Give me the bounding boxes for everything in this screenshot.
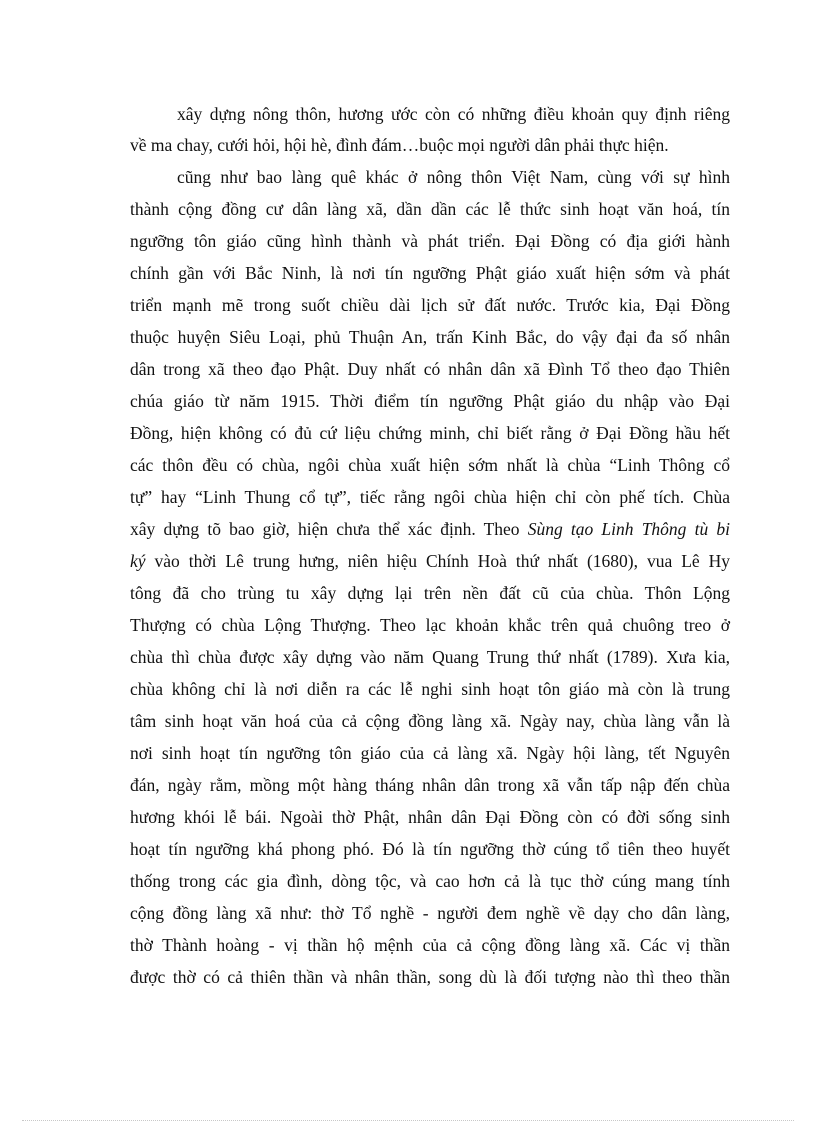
page-bottom-divider <box>22 1120 794 1121</box>
paragraph-2-line-15: Thượng có chùa Lộng Thượng. Theo lạc khoản khắc trên quả chuông treo ở <box>130 615 730 635</box>
paragraph-2-line-21: hương khói lễ bái. Ngoài thờ Phật, nhân dân Đại Đồng còn có đời sống sinh <box>130 807 730 827</box>
paragraph-2-line-13-text: vào thời Lê trung hưng, niên hiệu Chính Hoà thứ nhất (1680), vua Lê Hy <box>154 551 731 571</box>
paragraph-2-line-17: chùa không chỉ là nơi diễn ra các lễ nghi sinh hoạt tôn giáo mà còn là trung <box>130 679 730 699</box>
paragraph-2-line-22: hoạt tín ngưỡng khá phong phó. Đó là tín ngưỡng thờ cúng tổ tiên theo huyết <box>130 839 730 859</box>
paragraph-2-line-1: cũng như bao làng quê khác ở nông thôn Việt Nam, cùng với sự hình <box>177 167 730 187</box>
paragraph-2-line-6: thuộc huyện Siêu Loại, phủ Thuận An, trấn Kinh Bắc, do vậy đại đa số nhân <box>130 327 730 347</box>
italic-book-title-end: ký <box>130 551 146 571</box>
paragraph-2-line-20: đán, ngày rằm, mồng một hàng tháng nhân dân trong xã vẫn tấp nập đến chùa <box>130 775 730 795</box>
paragraph-2-line-4: chính gần với Bắc Ninh, là nơi tín ngưỡng Phật giáo xuất hiện sớm và phát <box>130 263 730 283</box>
paragraph-2-line-11: tự” hay “Linh Thung cổ tự”, tiếc rằng ngôi chùa hiện chỉ còn phế tích. Chùa <box>130 487 730 507</box>
paragraph-2-line-7: dân trong xã theo đạo Phật. Duy nhất có nhân dân xã Đình Tổ theo đạo Thiên <box>130 359 730 379</box>
paragraph-2-line-13 <box>130 548 730 574</box>
paragraph-2-line-18: tâm sinh hoạt văn hoá của cả cộng đồng làng xã. Ngày nay, chùa làng vẫn là <box>130 711 730 731</box>
paragraph-1-line-2: về ma chay, cưới hỏi, hội hè, đình đám…buộc mọi người dân phải thực hiện. <box>130 135 669 155</box>
paragraph-2-line-16: chùa thì chùa được xây dựng vào năm Quang Trung thứ nhất (1789). Xưa kia, <box>130 647 730 667</box>
paragraph-2-line-5: triển mạnh mẽ trong suốt chiều dài lịch sử đất nước. Trước kia, Đại Đồng <box>130 295 730 315</box>
paragraph-2-line-9: Đồng, hiện không có đủ cứ liệu chứng minh, chỉ biết rằng ở Đại Đồng hầu hết <box>130 423 730 443</box>
paragraph-2-line-23: thống trong các gia đình, dòng tộc, và cao hơn cả là tục thờ cúng mang tính <box>130 871 730 891</box>
paragraph-2-line-24: cộng đồng làng xã như: thờ Tổ nghề - người đem nghề về dạy cho dân làng, <box>130 903 730 923</box>
paragraph-2-line-12 <box>130 516 730 542</box>
paragraph-2-line-26: được thờ có cả thiên thần và nhân thần, song dù là đối tượng nào thì theo thần <box>130 967 730 987</box>
paragraph-2-line-14: tông đã cho trùng tu xây dựng lại trên nền đất cũ của chùa. Thôn Lộng <box>130 583 730 603</box>
paragraph-2-line-25: thờ Thành hoàng - vị thần hộ mệnh của cả cộng đồng làng xã. Các vị thần <box>130 935 730 955</box>
italic-book-title: Sùng tạo Linh Thông tù bi <box>527 519 730 539</box>
paragraph-2-line-2: thành cộng đồng cư dân làng xã, dần dần các lễ thức sinh hoạt văn hoá, tín <box>130 199 730 219</box>
paragraph-2-line-3: ngưỡng tôn giáo cũng hình thành và phát triển. Đại Đồng có địa giới hành <box>130 231 730 251</box>
paragraph-1-line-1: xây dựng nông thôn, hương ước còn có những điều khoản quy định riêng <box>177 104 730 124</box>
paragraph-2-line-8: chúa giáo từ năm 1915. Thời điểm tín ngưỡng Phật giáo du nhập vào Đại <box>130 391 730 411</box>
paragraph-2-line-19: nơi sinh hoạt tín ngưỡng tôn giáo của cả làng xã. Ngày hội làng, tết Nguyên <box>130 743 730 763</box>
paragraph-2-line-12-text: xây dựng tõ bao giờ, hiện chưa thể xác định. Theo <box>130 519 520 539</box>
paragraph-2-line-10: các thôn đều có chùa, ngôi chùa xuất hiện sớm nhất là chùa “Linh Thông cổ <box>130 455 730 475</box>
